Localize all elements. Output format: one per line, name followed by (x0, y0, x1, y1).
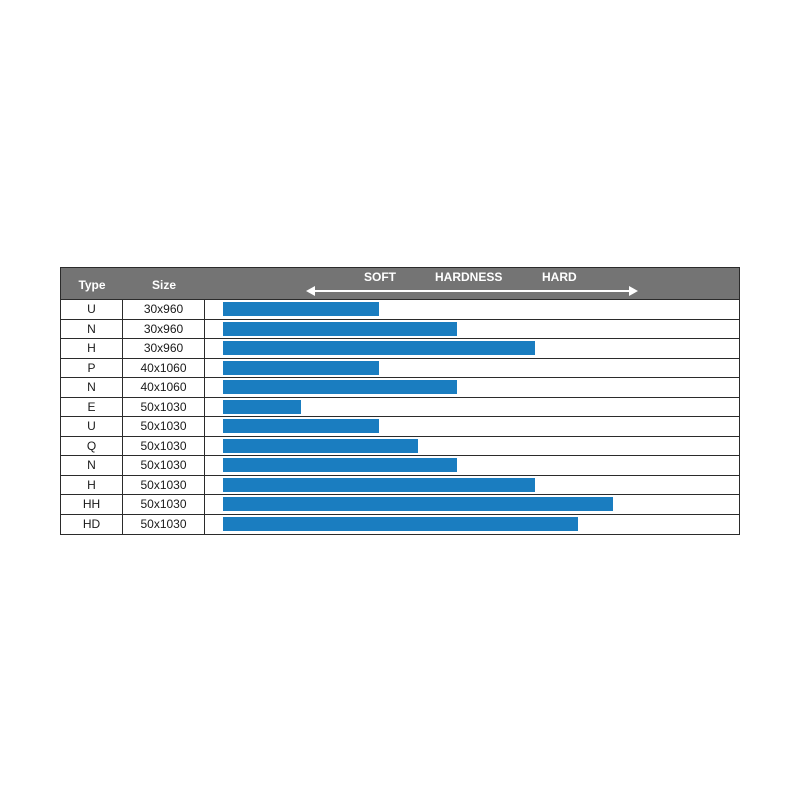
size-cell: 50x1030 (123, 456, 205, 475)
bar-cell (205, 300, 739, 319)
size-cell: 30x960 (123, 339, 205, 358)
size-cell: 50x1030 (123, 398, 205, 417)
hardness-bar (223, 478, 535, 492)
table-row (61, 300, 739, 320)
hardness-bar (223, 380, 457, 394)
bar-cell (205, 456, 739, 475)
bar-cell (205, 476, 739, 495)
type-cell: U (61, 300, 123, 319)
hardness-bar (223, 419, 379, 433)
hardness-label: HARDNESS (435, 270, 503, 284)
hardness-bar (223, 458, 457, 472)
hardness-bar (223, 439, 418, 453)
hard-label: HARD (542, 270, 577, 284)
table-row (61, 320, 739, 340)
table-row (61, 456, 739, 476)
type-cell: N (61, 456, 123, 475)
size-cell: 40x1060 (123, 359, 205, 378)
size-cell: 40x1060 (123, 378, 205, 397)
hardness-chart (60, 267, 740, 535)
type-cell: N (61, 378, 123, 397)
size-cell: 30x960 (123, 320, 205, 339)
size-cell: 50x1030 (123, 476, 205, 495)
hardness-bar (223, 322, 457, 336)
bar-cell (205, 437, 739, 456)
bar-cell (205, 495, 739, 514)
chart-header (61, 268, 739, 300)
table-row (61, 378, 739, 398)
table-row (61, 476, 739, 496)
bar-cell (205, 398, 739, 417)
size-column-header: Size (151, 278, 176, 292)
table-row (61, 398, 739, 418)
soft-label: SOFT (364, 270, 396, 284)
hardness-bar (223, 517, 578, 531)
hardness-bar (223, 400, 301, 414)
bar-cell (205, 320, 739, 339)
type-cell: H (61, 339, 123, 358)
size-cell: 30x960 (123, 300, 205, 319)
hardness-bar (223, 497, 613, 511)
type-cell: HH (61, 495, 123, 514)
type-cell: P (61, 359, 123, 378)
type-cell: H (61, 476, 123, 495)
double-arrow-icon (306, 284, 638, 298)
hardness-bar (223, 302, 379, 316)
table-row (61, 417, 739, 437)
chart-rows (61, 300, 739, 534)
type-cell: U (61, 417, 123, 436)
table-row (61, 437, 739, 457)
hardness-bar (223, 341, 535, 355)
type-cell: E (61, 398, 123, 417)
bar-cell (205, 378, 739, 397)
bar-cell (205, 359, 739, 378)
type-cell: N (61, 320, 123, 339)
table-row (61, 515, 739, 535)
type-cell: Q (61, 437, 123, 456)
size-cell: 50x1030 (123, 437, 205, 456)
type-cell: HD (61, 515, 123, 535)
size-cell: 50x1030 (123, 495, 205, 514)
type-column-header: Type (78, 278, 106, 292)
bar-cell (205, 515, 739, 535)
bar-cell (205, 339, 739, 358)
size-cell: 50x1030 (123, 417, 205, 436)
table-row (61, 359, 739, 379)
table-row (61, 495, 739, 515)
table-row (61, 339, 739, 359)
bar-cell (205, 417, 739, 436)
hardness-bar (223, 361, 379, 375)
size-cell: 50x1030 (123, 515, 205, 535)
